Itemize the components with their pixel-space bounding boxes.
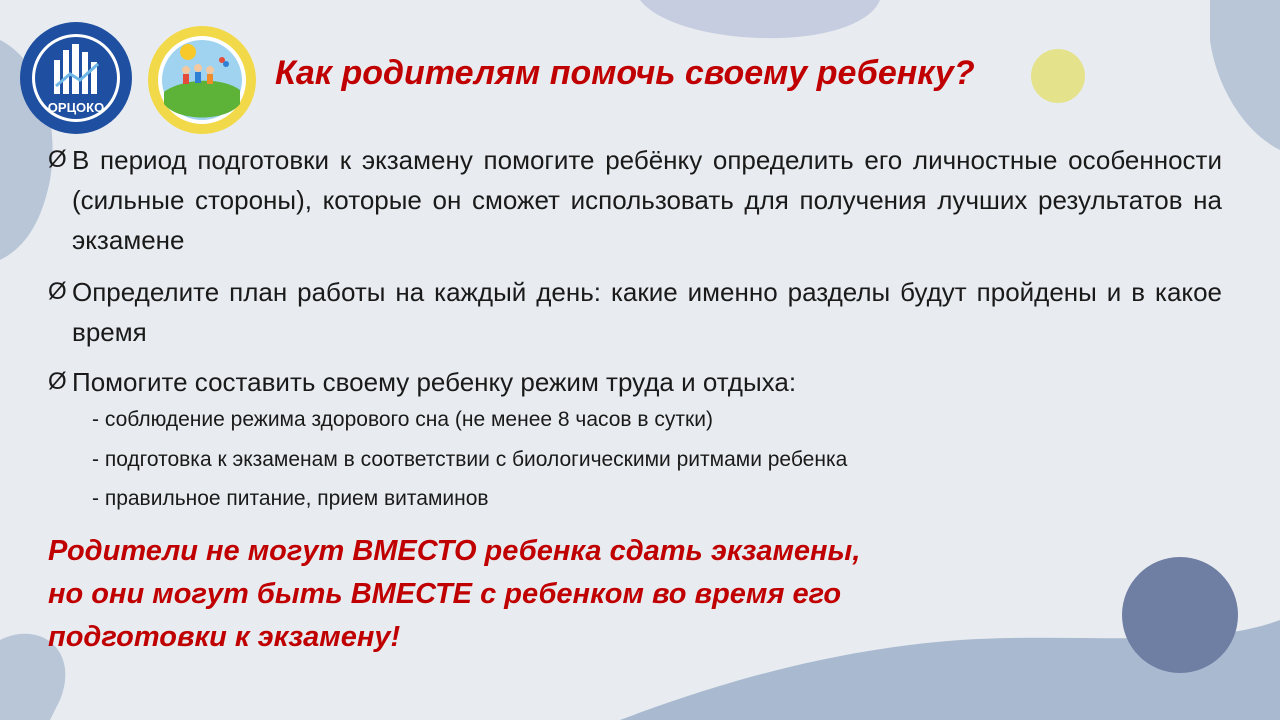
bullet-item bbox=[48, 362, 1222, 402]
children-center-logo bbox=[146, 24, 258, 136]
bullet-text: В период подготовки к экзамену помогите ребёнку определить его личностные особенности (сильные стороны), которые он сможет использовать для получения лучших результатов на экзамене bbox=[72, 145, 1222, 255]
arrow-bullet-icon: Ø bbox=[48, 278, 67, 305]
sub-list-item: - подготовка к экзаменам в соответствии с биологическими ритмами ребенка bbox=[92, 448, 848, 471]
bullet-text: Помогите составить своему ребенку режим труда и отдыха: bbox=[72, 367, 797, 397]
slide-title: Как родителям помочь своему ребенку? bbox=[275, 54, 975, 92]
conclusion-line: подготовки к экзамену! bbox=[48, 621, 401, 653]
bullet-item bbox=[48, 272, 1222, 352]
orcoko-logo bbox=[18, 20, 134, 136]
sub-list-item: - соблюдение режима здорового сна (не менее 8 часов в сутки) bbox=[92, 408, 713, 431]
arrow-bullet-icon: Ø bbox=[48, 368, 67, 395]
conclusion-line: Родители не могут ВМЕСТО ребенка сдать экзамены, bbox=[48, 535, 861, 567]
arrow-bullet-icon: Ø bbox=[48, 146, 67, 173]
bullet-item bbox=[48, 140, 1222, 260]
orcoko-logo-text: ОРЦОКО bbox=[47, 100, 105, 115]
conclusion-line: но они могут быть ВМЕСТЕ с ребенком во время его bbox=[48, 578, 842, 610]
dark-circle-shape bbox=[1122, 557, 1238, 673]
bullet-text: Определите план работы на каждый день: какие именно разделы будут пройдены и в какое время bbox=[72, 277, 1222, 347]
sub-list-item: - правильное питание, прием витаминов bbox=[92, 487, 489, 510]
yellow-circle-shape bbox=[1031, 49, 1085, 103]
conclusion-text bbox=[48, 530, 1048, 659]
